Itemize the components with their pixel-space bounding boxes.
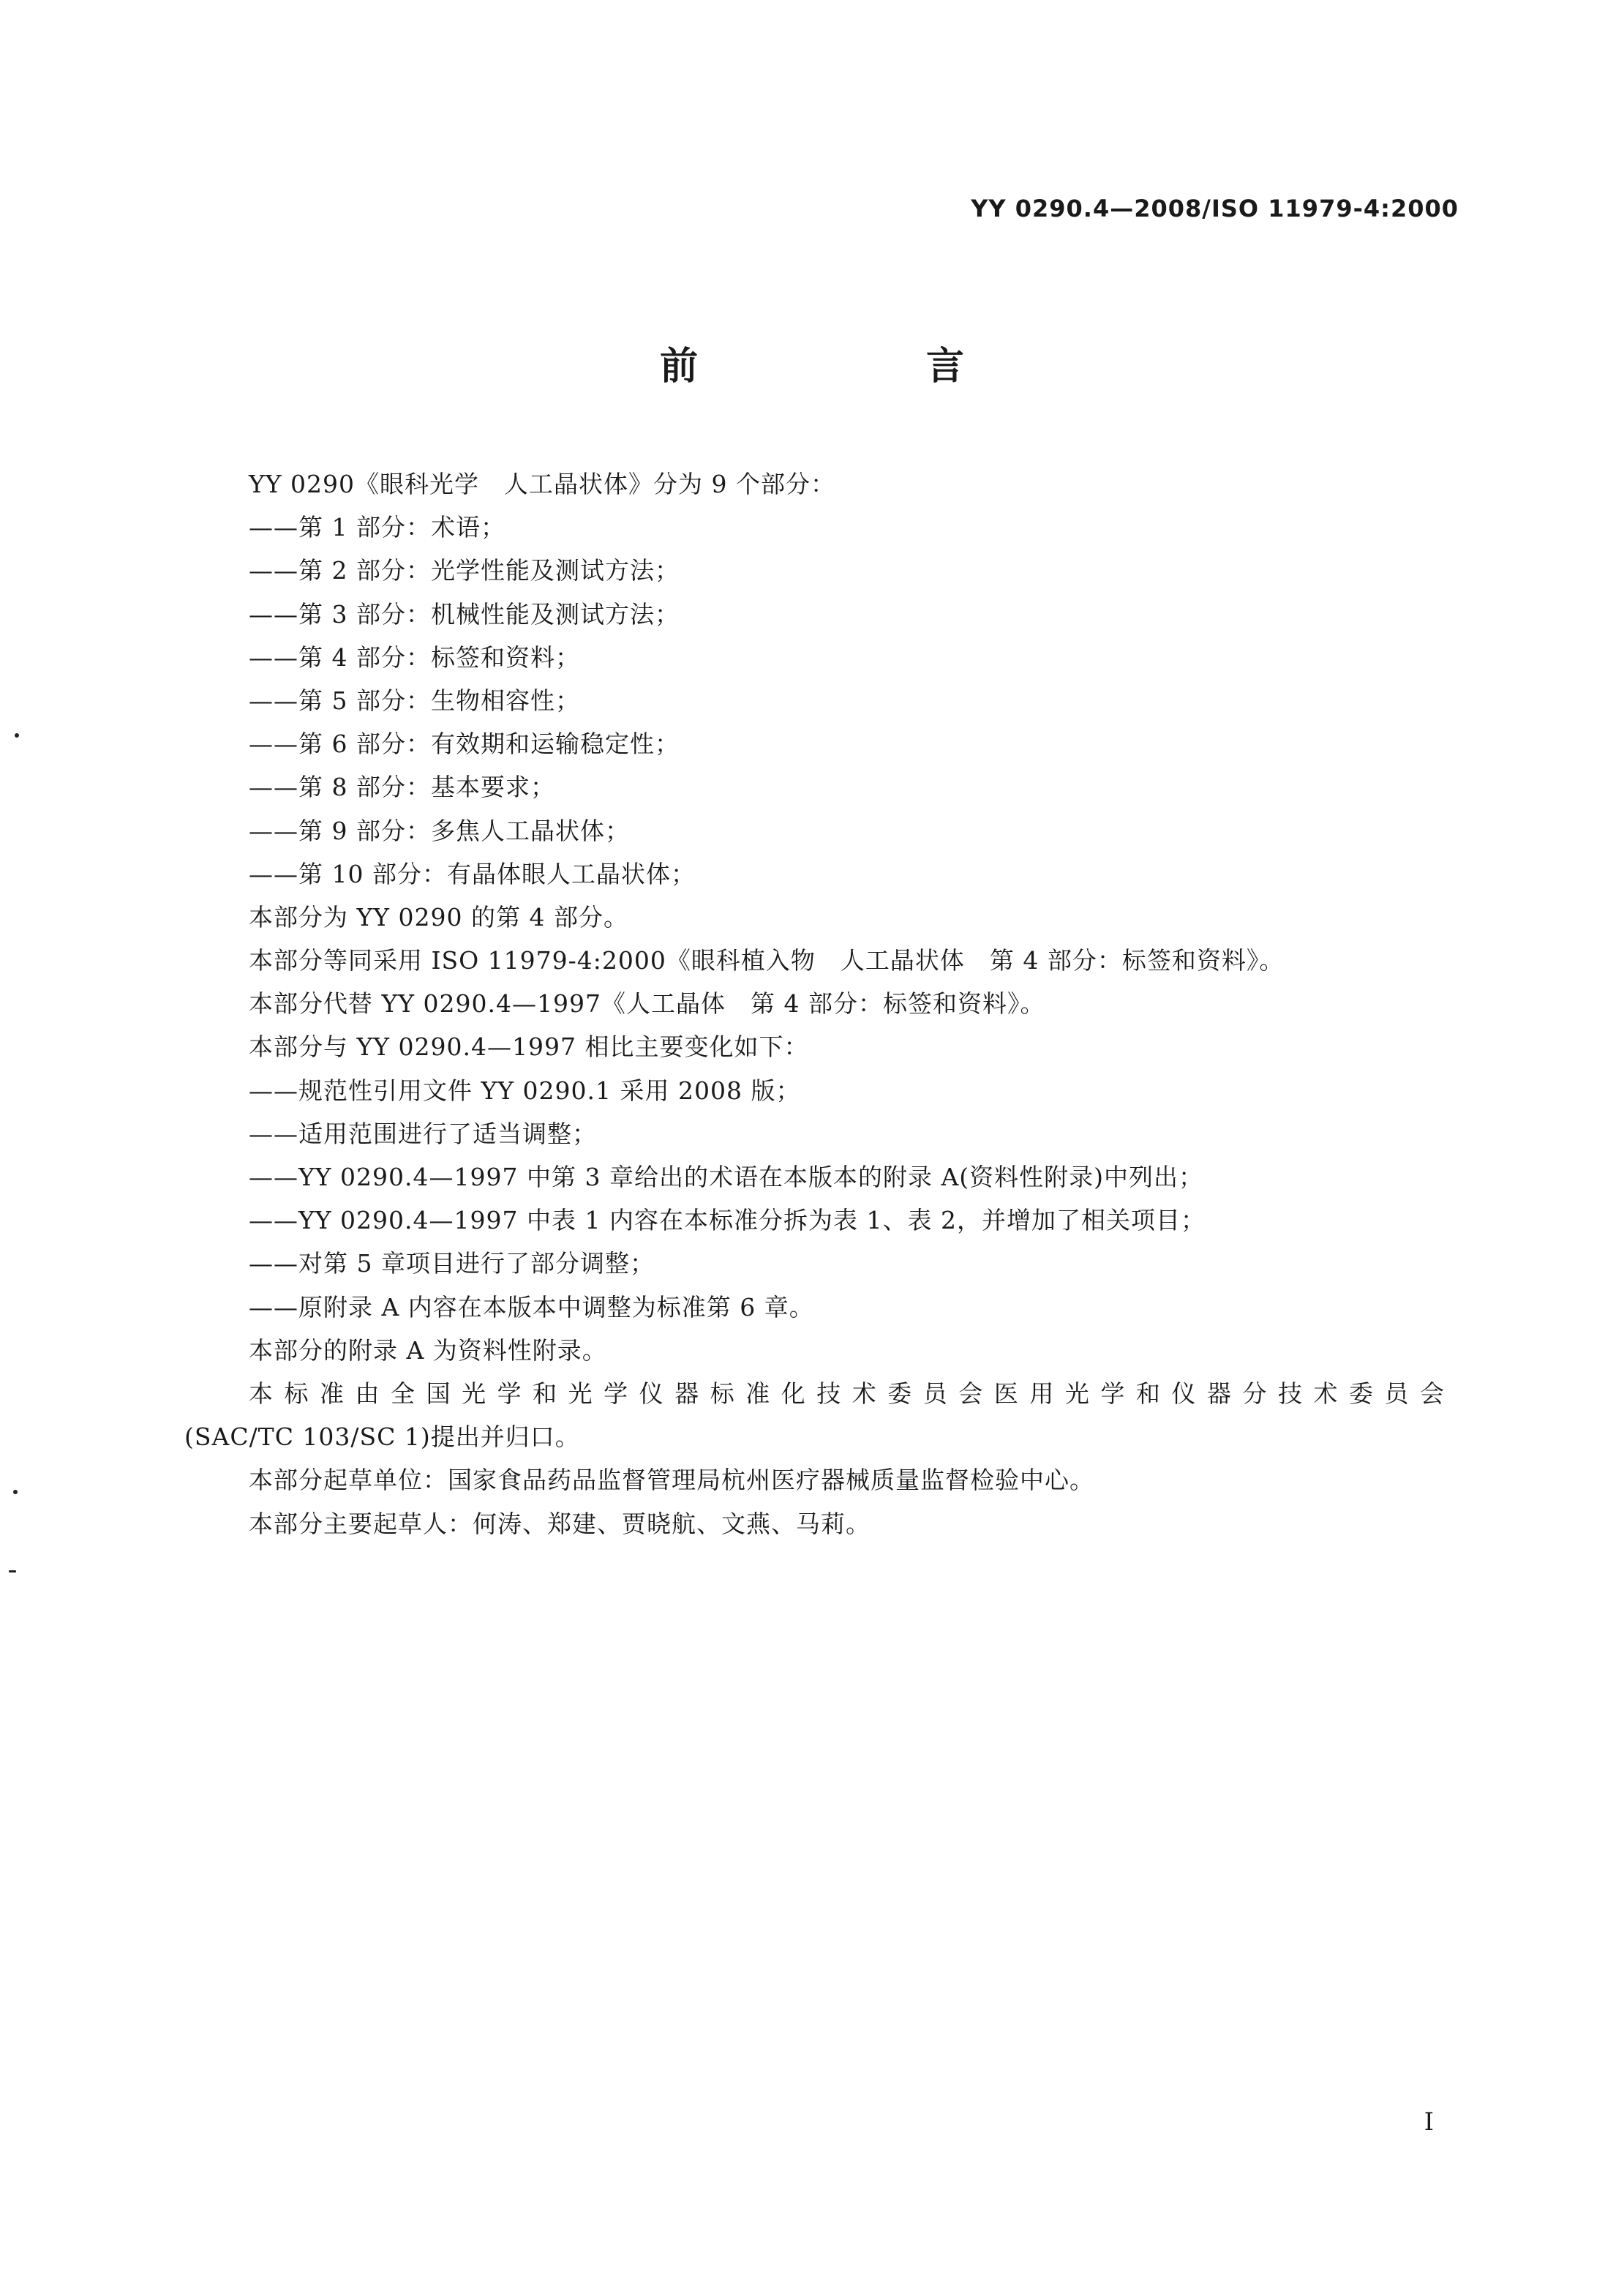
list-item-change-2: ——适用范围进行了适当调整； — [249, 1119, 597, 1148]
paragraph-equivalent: 本部分等同采用 ISO 11979-4:2000《眼科植入物 人工晶状体 第 4 部分：标签和资料》。 — [249, 946, 1285, 975]
paragraph-drafters: 本部分主要起草人：何涛、郑建、贾晓航、文燕、马莉。 — [249, 1509, 871, 1538]
list-item-change-4: ——YY 0290.4—1997 中表 1 内容在本标准分拆为表 1、表 2，并增加了相关项目； — [249, 1206, 1206, 1235]
page-number: I — [1424, 2107, 1434, 2137]
list-item-part-5: ——第 5 部分：生物相容性； — [249, 686, 580, 715]
list-item-part-6: ——第 6 部分：有效期和运输稳定性； — [249, 730, 680, 759]
page-title: 前 言 — [659, 345, 1059, 389]
list-item-part-2: ——第 2 部分：光学性能及测试方法； — [249, 556, 680, 585]
document-body — [184, 462, 1448, 1545]
list-item-change-6: ——原附录 A 内容在本版本中调整为标准第 6 章。 — [249, 1292, 814, 1322]
list-item-change-3: ——YY 0290.4—1997 中第 3 章给出的术语在本版本的附录 A(资料性附录)中列出； — [249, 1163, 1204, 1191]
paragraph-replaces: 本部分代替 YY 0290.4—1997《人工晶体 第 4 部分：标签和资料》。 — [249, 989, 1045, 1019]
scan-speck — [15, 733, 19, 738]
list-item-change-5: ——对第 5 章项目进行了部分调整； — [249, 1249, 655, 1278]
paragraph-committee-line1: 本标准由全国光学和光学仪器标准化技术委员会医用光学和仪器分技术委员会 — [249, 1379, 1448, 1408]
list-item-part-3: ——第 3 部分：机械性能及测试方法； — [249, 599, 680, 629]
list-item-part-1: ——第 1 部分：术语； — [249, 513, 505, 542]
list-item-part-8: ——第 8 部分：基本要求； — [249, 773, 555, 802]
paragraph-this-part: 本部分为 YY 0290 的第 4 部分。 — [249, 902, 628, 931]
scan-speck — [9, 1570, 16, 1572]
list-item-part-9: ——第 9 部分：多焦人工晶状体； — [249, 816, 630, 845]
list-item-change-1: ——规范性引用文件 YY 0290.1 采用 2008 版； — [249, 1076, 801, 1105]
standard-code: YY 0290.4—2008/ISO 11979-4:2000 — [971, 195, 1459, 222]
paragraph-changes-intro: 本部分与 YY 0290.4—1997 相比主要变化如下： — [249, 1032, 809, 1062]
list-item-part-10: ——第 10 部分：有晶体眼人工晶状体； — [249, 859, 696, 888]
list-item-part-4: ——第 4 部分：标签和资料； — [249, 642, 580, 672]
paragraph-committee-line2: (SAC/TC 103/SC 1)提出并归口。 — [184, 1422, 580, 1452]
paragraph-annex: 本部分的附录 A 为资料性附录。 — [249, 1335, 607, 1365]
paragraph-parts-intro: YY 0290《眼科光学 人工晶状体》分为 9 个部分： — [249, 470, 836, 498]
paragraph-drafting-unit: 本部分起草单位：国家食品药品监督管理局杭州医疗器械质量监督检验中心。 — [249, 1466, 1094, 1495]
scan-speck — [13, 1490, 18, 1494]
